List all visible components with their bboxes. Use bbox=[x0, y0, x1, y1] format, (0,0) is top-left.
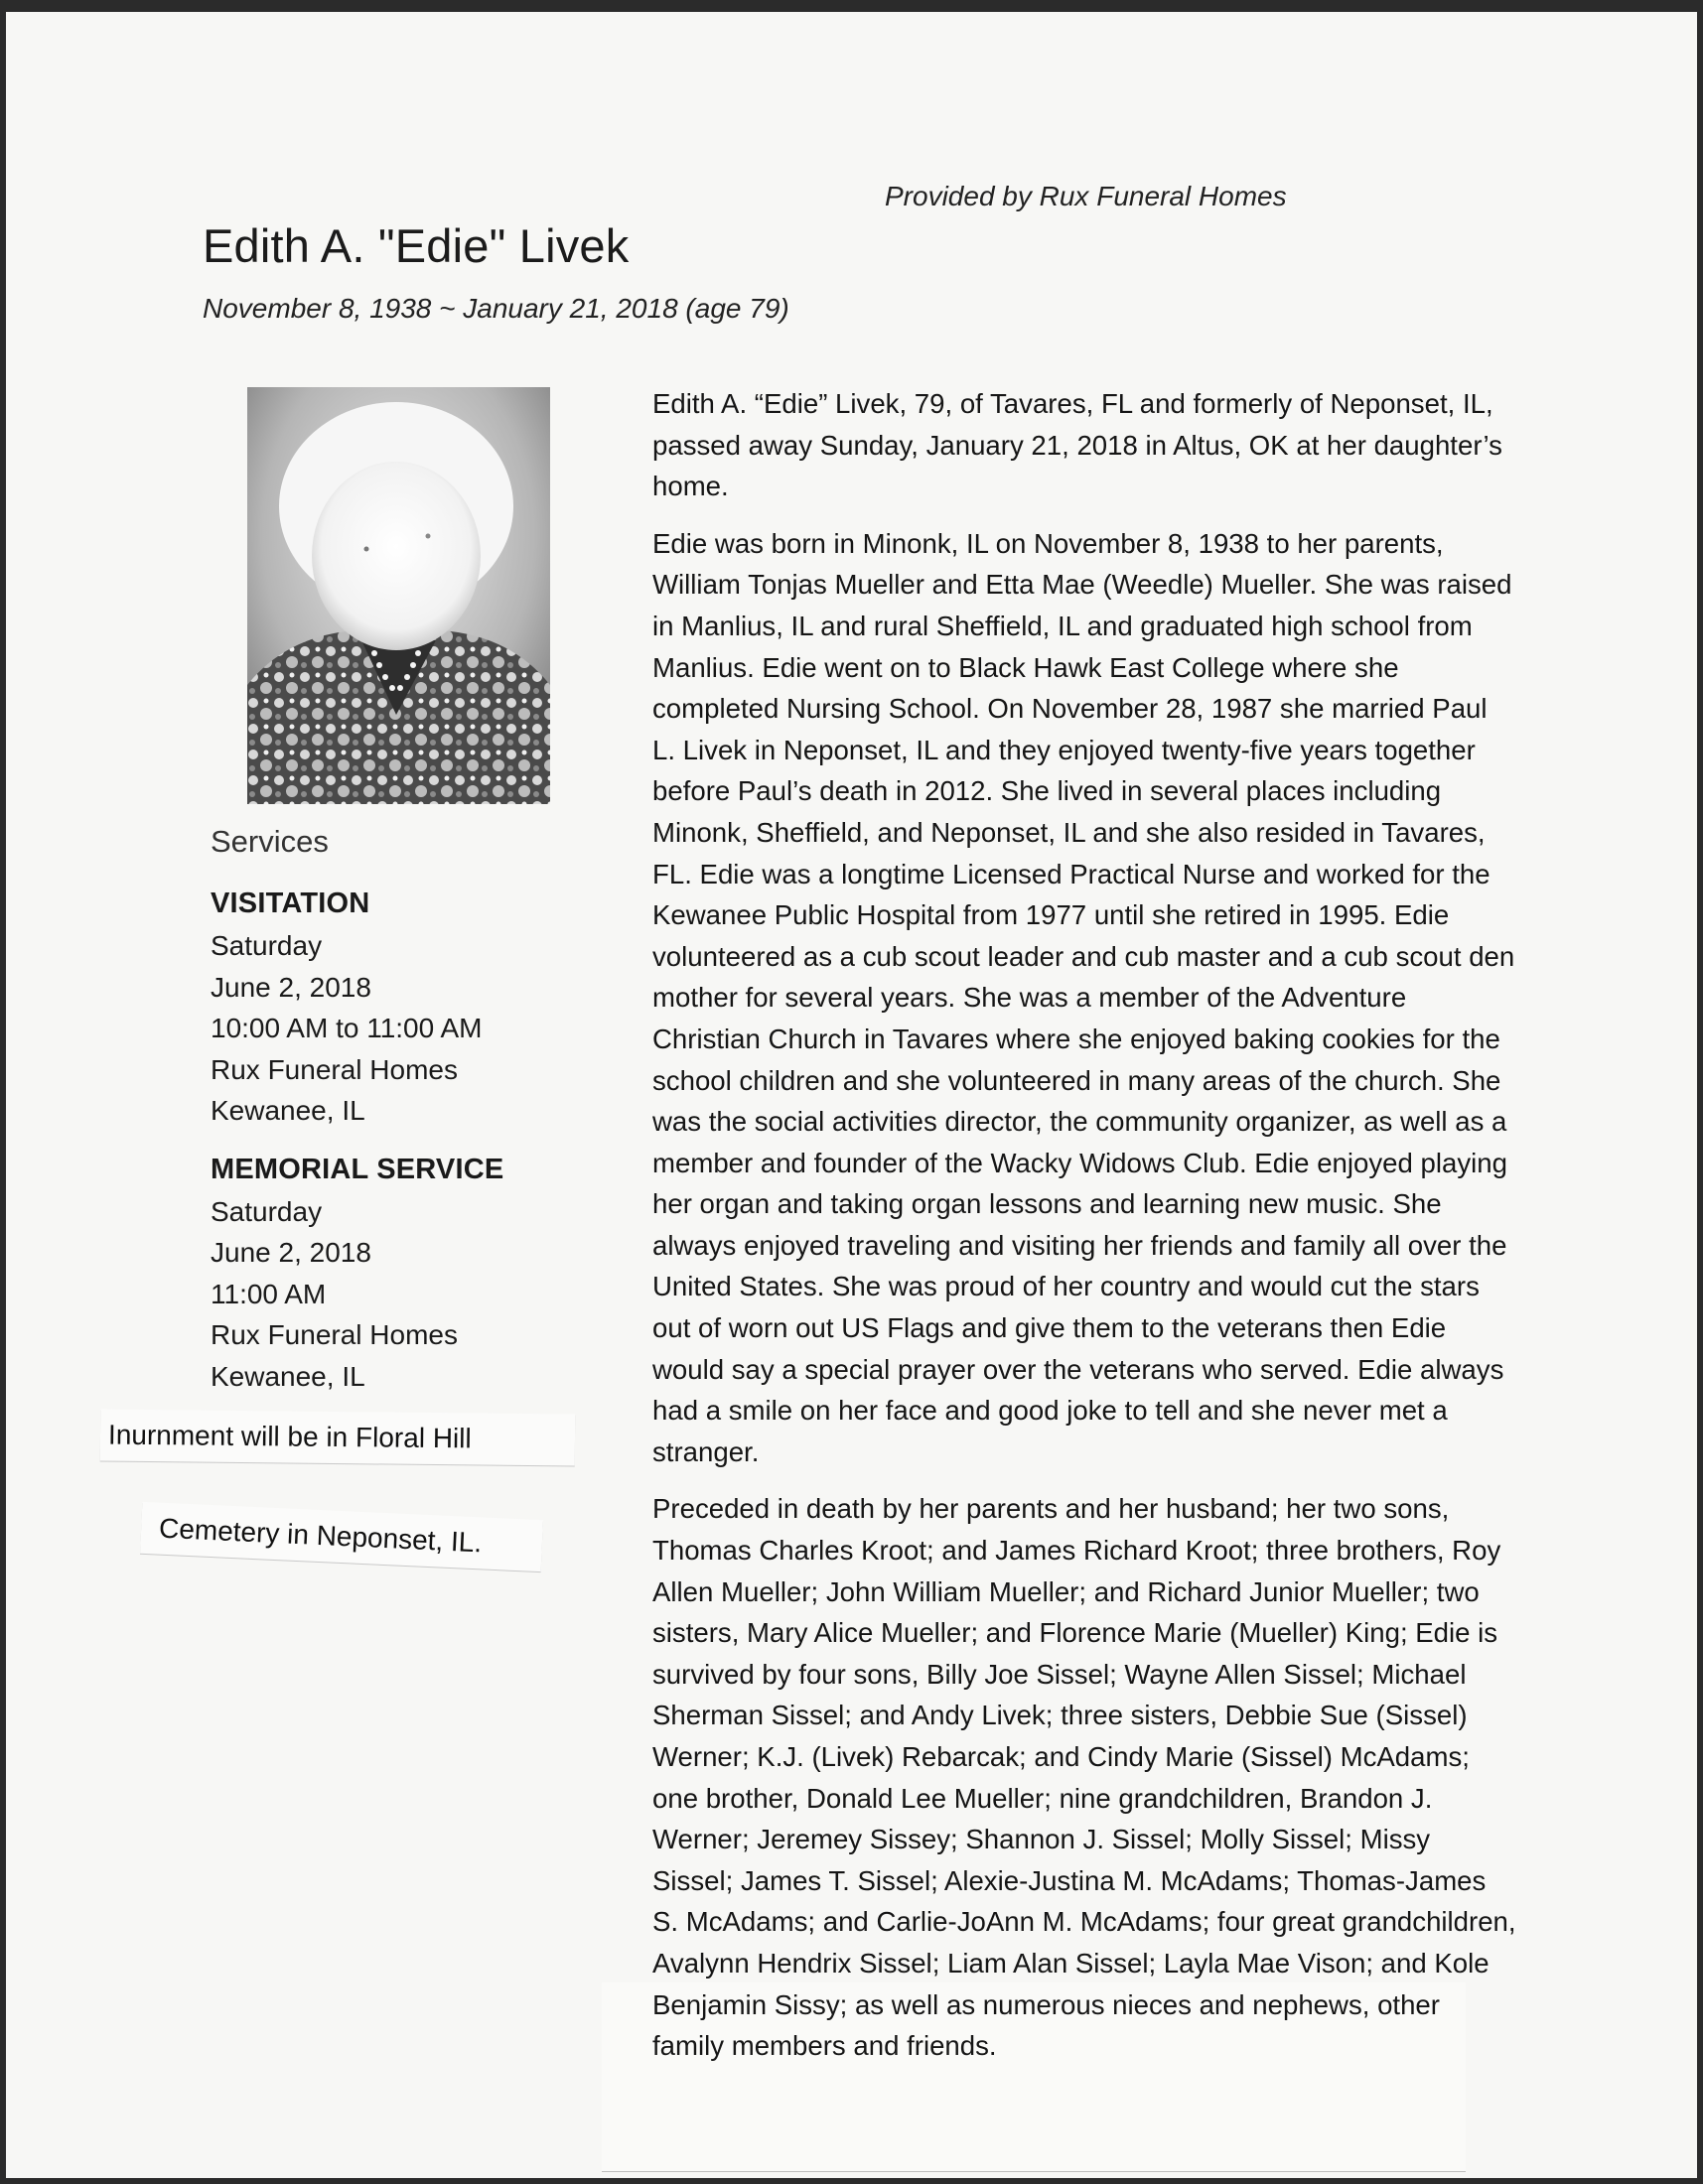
memorial-city: Kewanee, IL bbox=[211, 1360, 365, 1392]
visitation-date: June 2, 2018 bbox=[211, 971, 371, 1003]
obituary-page bbox=[6, 12, 1697, 2178]
portrait-image bbox=[247, 387, 550, 804]
life-dates: November 8, 1938 ~ January 21, 2018 (age 79) bbox=[203, 293, 789, 324]
visitation-city: Kewanee, IL bbox=[211, 1095, 365, 1126]
portrait-photo bbox=[247, 387, 550, 804]
visitation-time: 10:00 AM to 11:00 AM bbox=[211, 1013, 483, 1043]
cemetery-clipping: Cemetery in Neponset, IL. bbox=[140, 1502, 543, 1571]
visitation-day: Saturday bbox=[211, 930, 323, 961]
memorial-location: Rux Funeral Homes bbox=[211, 1319, 458, 1350]
memorial-day: Saturday bbox=[211, 1195, 323, 1227]
obituary-paragraph-life: Edie was born in Minonk, IL on November 8, 1938 to her parents, William Tonjas Mueller and Etta Mae (Weedle) Mueller. She was raised in Manlius, IL and rural Sheffield, IL and graduated high school from Manlius. Edie went on to Black Hawk East College where she completed Nursing School. On November 28, 1987 she married Paul L. Livek in Neponset, IL and they enjoyed twenty-five years together before Paul’s death in 2012. She lived in several places including Minonk, Sheffield, and Neponset, IL and she also resided in Tavares, FL. Edie was a longtime Licensed Practical Nurse and worked for the Kewanee Public Hospital from 1977 until she retired in 1995. Edie volunteered as a cub scout leader and cub master and a cub scout den mother for several years. She was a member of the Adventure Christian Church in Tavares where she enjoyed baking cookies for the school children and she volunteered in many areas of the church. She was the social activities director, the community organizer, as well as a member and founder of the Wacky Widows Club. Edie enjoyed playing her organ and taking organ lessons and learning new music. She always enjoyed traveling and visiting her friends and family all over the United States. She was proud of her country and would cut the stars out of worn out US Flags and give them to the veterans then Edie would say a special prayer over the veterans who served. Edie always had a smile on her face and good joke to tell and she never met a stranger. bbox=[652, 527, 1515, 1467]
visitation-title: VISITATION bbox=[211, 887, 370, 919]
obituary-body bbox=[652, 383, 1516, 2083]
deceased-name: Edith A. "Edie" Livek bbox=[203, 219, 630, 272]
memorial-date: June 2, 2018 bbox=[211, 1237, 371, 1268]
memorial-title: MEMORIAL SERVICE bbox=[211, 1153, 504, 1185]
services-sidebar bbox=[211, 824, 578, 1413]
memorial-time: 11:00 AM bbox=[211, 1278, 327, 1309]
memorial-block bbox=[211, 1148, 578, 1398]
services-heading: Services bbox=[211, 824, 329, 859]
inurnment-clipping: Inurnment will be in Floral Hill bbox=[100, 1409, 576, 1465]
obituary-paragraph-family: Preceded in death by her parents and her husband; her two sons, Thomas Charles Kroot; and James Richard Kroot; three brothers, Roy Allen Mueller; John William Mueller; and Richard Junior Mueller; two sisters, Mary Alice Mueller; and Florence Marie (Mueller) King; Edie is survived by four sons, Billy Joe Sissel; Wayne Allen Sissel; Michael Sherman Sissel; and Andy Livek; three sisters, Debbie Sue (Sissel) Werner; K.J. (Livek) Rebarcak; and Cindy Marie (Sissel) McAdams; one brother, Donald Lee Mueller; nine grandchildren, Brandon J. Werner; Jeremey Sissey; Shannon J. Sissel; Molly Sissel; Missy Sissel; James T. Sissel; Alexie-Justina M. McAdams; Thomas-James S. McAdams; and Carlie-JoAnn M. McAdams; four great grandchildren, Avalynn Hendrix Sissel; Liam Alan Sissel; Layla Mae Vison; and Kole Benjamin Sissy; as well as numerous nieces and nephews, other family members and friends. bbox=[652, 1493, 1516, 2062]
provided-by-credit: Provided by Rux Funeral Homes bbox=[885, 181, 1287, 211]
obituary-paragraph-intro: Edith A. “Edie” Livek, 79, of Tavares, FL and formerly of Neponset, IL, passed away Sunday, January 21, 2018 in Altus, OK at her daughter’s home. bbox=[652, 388, 1502, 502]
visitation-block bbox=[211, 882, 578, 1132]
visitation-location: Rux Funeral Homes bbox=[211, 1053, 458, 1085]
